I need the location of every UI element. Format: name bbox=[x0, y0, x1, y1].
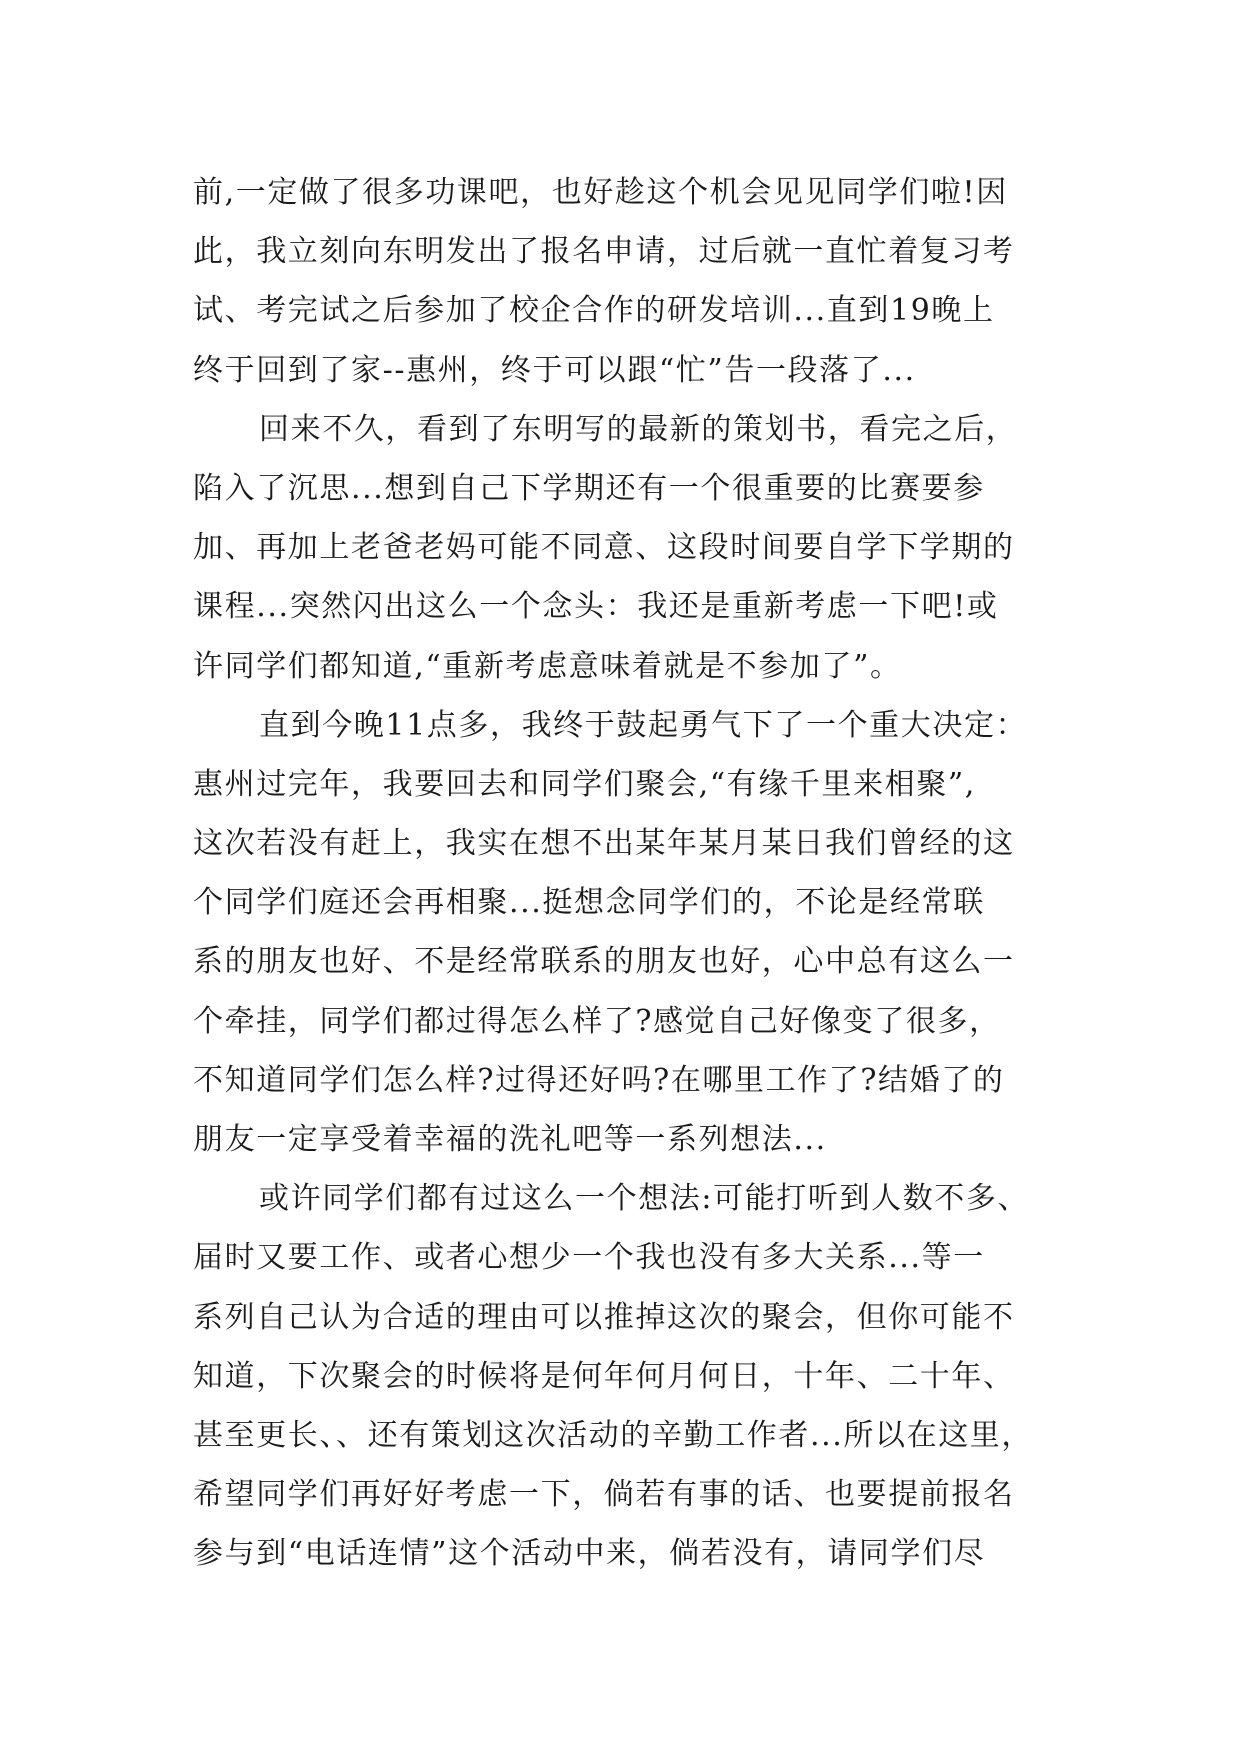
text-line: 知道，下次聚会的时候将是何年何月何日，十年、二十年、 bbox=[193, 1358, 1015, 1394]
text-line: 课程...突然闪出这么一个念头：我还是重新考虑一下吧!或 bbox=[193, 589, 999, 625]
text-line: 个同学们庭还会再相聚...挺想念同学们的，不论是经常联 bbox=[193, 885, 985, 921]
text-line: 惠州过完年，我要回去和同学们聚会,“有缘千里来相聚”, bbox=[193, 766, 976, 802]
text-line: 个牵挂，同学们都过得怎么样了?感觉自己好像变了很多， bbox=[193, 1003, 1001, 1039]
text-line: 许同学们都知道,“重新考虑意味着就是不参加了”。 bbox=[193, 648, 902, 684]
paragraph-4 bbox=[193, 1169, 1073, 1583]
text-line: 终于回到了家--惠州，终于可以跟“忙”告一段落了... bbox=[193, 352, 916, 388]
text-line: 前,一定做了很多功课吧，也好趁这个机会见见同学们啦!因 bbox=[193, 175, 1008, 210]
text-line: 回来不久，看到了东明写的最新的策划书，看完之后， bbox=[259, 411, 1018, 447]
paragraph-2 bbox=[193, 400, 1073, 696]
body-text bbox=[193, 163, 1073, 1584]
text-line: 试、考完试之后参加了校企合作的研发培训...直到19晚上 bbox=[193, 293, 995, 329]
text-line: 此，我立刻向东明发出了报名申请，过后就一直忙着复习考 bbox=[193, 234, 1015, 270]
text-line: 朋友一定享受着幸福的洗礼吧等一系列想法... bbox=[193, 1122, 827, 1157]
text-line: 希望同学们再好好考虑一下，倘若有事的话、也要提前报名 bbox=[193, 1477, 1015, 1513]
text-line: 这次若没有赶上，我实在想不出某年某月某日我们曾经的这 bbox=[193, 826, 1015, 862]
text-line: 系的朋友也好、不是经常联系的朋友也好，心中总有这么一 bbox=[193, 944, 1015, 980]
text-line: 系列自己认为合适的理由可以推掉这次的聚会，但你可能不 bbox=[193, 1299, 1015, 1335]
text-line: 加、再加上老爸老妈可能不同意、这段时间要自学下学期的 bbox=[193, 530, 1015, 566]
paragraph-1 bbox=[193, 163, 1073, 400]
text-line: 直到今晚11点多，我终于鼓起勇气下了一个重大决定： bbox=[259, 707, 1028, 743]
paragraph-3 bbox=[193, 696, 1073, 1170]
text-line: 届时又要工作、或者心想少一个我也没有多大关系...等一 bbox=[193, 1240, 985, 1276]
text-line: 陷入了沉思...想到自己下学期还有一个很重要的比赛要参 bbox=[193, 470, 985, 506]
text-line: 或许同学们都有过这么一个想法:可能打听到人数不多、 bbox=[259, 1181, 1030, 1217]
text-line: 不知道同学们怎么样?过得还好吗?在哪里工作了?结婚了的 bbox=[193, 1062, 1005, 1098]
text-line: 甚至更长、、还有策划这次活动的辛勤工作者...所以在这里， bbox=[193, 1417, 1034, 1453]
text-line: 参与到“电话连情”这个活动中来，倘若没有，请同学们尽 bbox=[193, 1536, 986, 1572]
